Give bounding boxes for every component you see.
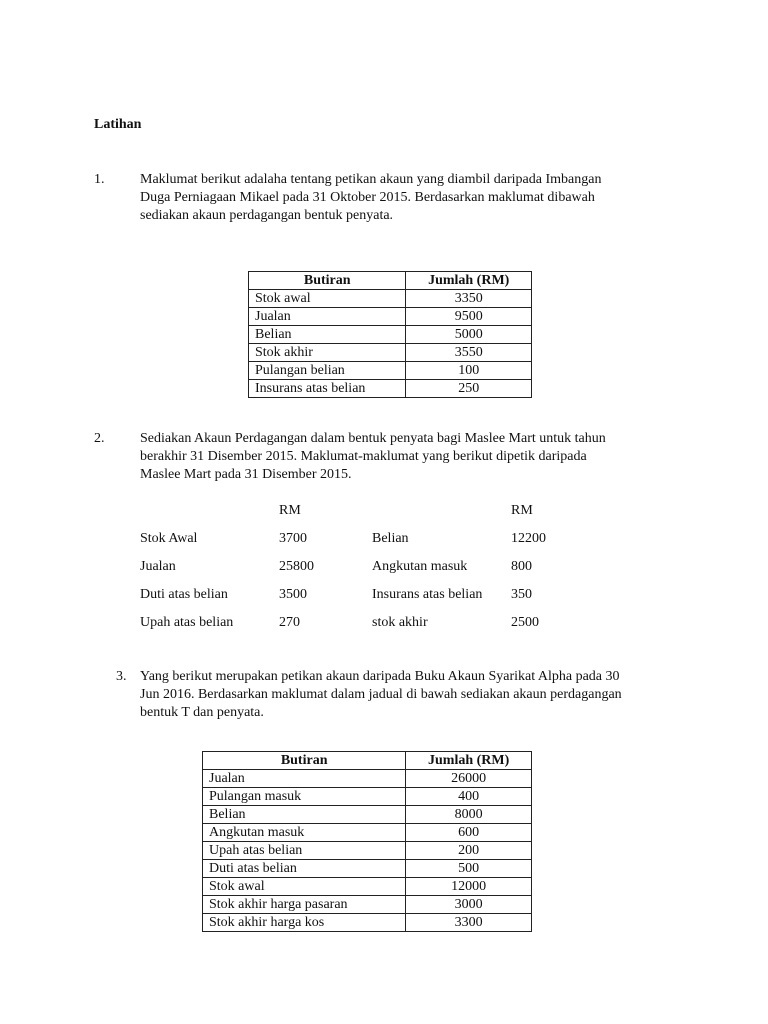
item-label: Jualan	[140, 559, 176, 574]
item-label: Upah atas belian	[140, 615, 234, 630]
amount-cell: 26000	[406, 770, 532, 788]
table-row	[203, 878, 532, 896]
amount-cell: 8000	[406, 806, 532, 824]
column-header: Jumlah (RM)	[406, 272, 532, 290]
table-row	[203, 896, 532, 914]
amount-cell: 3350	[406, 290, 532, 308]
item-cell: Upah atas belian	[203, 842, 406, 860]
column-header: Jumlah (RM)	[406, 752, 532, 770]
table-header-row	[249, 272, 532, 290]
item-cell: Belian	[249, 326, 406, 344]
table-row	[249, 326, 532, 344]
item-cell: Jualan	[249, 308, 406, 326]
item-amount: 800	[511, 559, 532, 574]
question-2-number: 2.	[94, 431, 105, 446]
table-row	[249, 380, 532, 398]
amount-cell: 500	[406, 860, 532, 878]
unit-label-left: RM	[279, 503, 301, 518]
table-row	[203, 770, 532, 788]
item-label: Insurans atas belian	[372, 587, 483, 602]
item-amount: 12200	[511, 531, 546, 546]
item-amount: 3700	[279, 531, 307, 546]
page-title: Latihan	[94, 117, 142, 132]
amount-cell: 3300	[406, 914, 532, 932]
amount-cell: 3000	[406, 896, 532, 914]
question-1-line: Maklumat berikut adalaha tentang petikan akaun yang diambil daripada Imbangan	[140, 172, 602, 187]
column-header: Butiran	[203, 752, 406, 770]
table-row	[203, 806, 532, 824]
item-cell: Stok awal	[203, 878, 406, 896]
amount-cell: 3550	[406, 344, 532, 362]
unit-label-right: RM	[511, 503, 533, 518]
amount-cell: 250	[406, 380, 532, 398]
table-row	[203, 842, 532, 860]
table-row	[203, 788, 532, 806]
item-amount: 350	[511, 587, 532, 602]
item-amount: 270	[279, 615, 300, 630]
table-row	[249, 344, 532, 362]
item-label: Belian	[372, 531, 409, 546]
question-1-text	[140, 171, 680, 225]
question-2-line: Maslee Mart pada 31 Disember 2015.	[140, 467, 352, 482]
table-header-row	[203, 752, 532, 770]
table-row	[249, 290, 532, 308]
item-cell: Stok akhir	[249, 344, 406, 362]
item-cell: Belian	[203, 806, 406, 824]
item-cell: Stok akhir harga kos	[203, 914, 406, 932]
table-row	[249, 362, 532, 380]
question-3-text	[140, 668, 680, 722]
amount-cell: 5000	[406, 326, 532, 344]
item-label: stok akhir	[372, 615, 428, 630]
item-cell: Stok akhir harga pasaran	[203, 896, 406, 914]
table-row	[203, 824, 532, 842]
item-label: Duti atas belian	[140, 587, 228, 602]
question-3-number: 3.	[116, 669, 127, 684]
amount-cell: 12000	[406, 878, 532, 896]
question-3-table	[202, 751, 532, 932]
item-amount: 2500	[511, 615, 539, 630]
amount-cell: 100	[406, 362, 532, 380]
table-row	[249, 308, 532, 326]
item-cell: Duti atas belian	[203, 860, 406, 878]
table-row	[203, 860, 532, 878]
item-cell: Pulangan belian	[249, 362, 406, 380]
item-cell: Jualan	[203, 770, 406, 788]
question-2-text	[140, 430, 680, 484]
item-cell: Insurans atas belian	[249, 380, 406, 398]
question-1-number: 1.	[94, 172, 105, 187]
amount-cell: 9500	[406, 308, 532, 326]
item-amount: 25800	[279, 559, 314, 574]
amount-cell: 400	[406, 788, 532, 806]
item-label: Stok Awal	[140, 531, 198, 546]
question-2-line: berakhir 31 Disember 2015. Maklumat-maklumat yang berikut dipetik daripada	[140, 449, 587, 464]
table-row	[203, 914, 532, 932]
question-1-line: Duga Perniagaan Mikael pada 31 Oktober 2015. Berdasarkan maklumat dibawah	[140, 190, 595, 205]
question-3-line: Yang berikut merupakan petikan akaun daripada Buku Akaun Syarikat Alpha pada 30	[140, 669, 620, 684]
question-2-line: Sediakan Akaun Perdagangan dalam bentuk penyata bagi Maslee Mart untuk tahun	[140, 431, 606, 446]
item-amount: 3500	[279, 587, 307, 602]
question-1-line: sediakan akaun perdagangan bentuk penyata.	[140, 208, 394, 223]
amount-cell: 200	[406, 842, 532, 860]
question-3-line: bentuk T dan penyata.	[140, 705, 264, 720]
question-3-line: Jun 2016. Berdasarkan maklumat dalam jadual di bawah sediakan akaun perdagangan	[140, 687, 622, 702]
column-header: Butiran	[249, 272, 406, 290]
item-cell: Pulangan masuk	[203, 788, 406, 806]
item-cell: Stok awal	[249, 290, 406, 308]
item-label: Angkutan masuk	[372, 559, 468, 574]
question-1-table	[248, 271, 532, 398]
amount-cell: 600	[406, 824, 532, 842]
item-cell: Angkutan masuk	[203, 824, 406, 842]
